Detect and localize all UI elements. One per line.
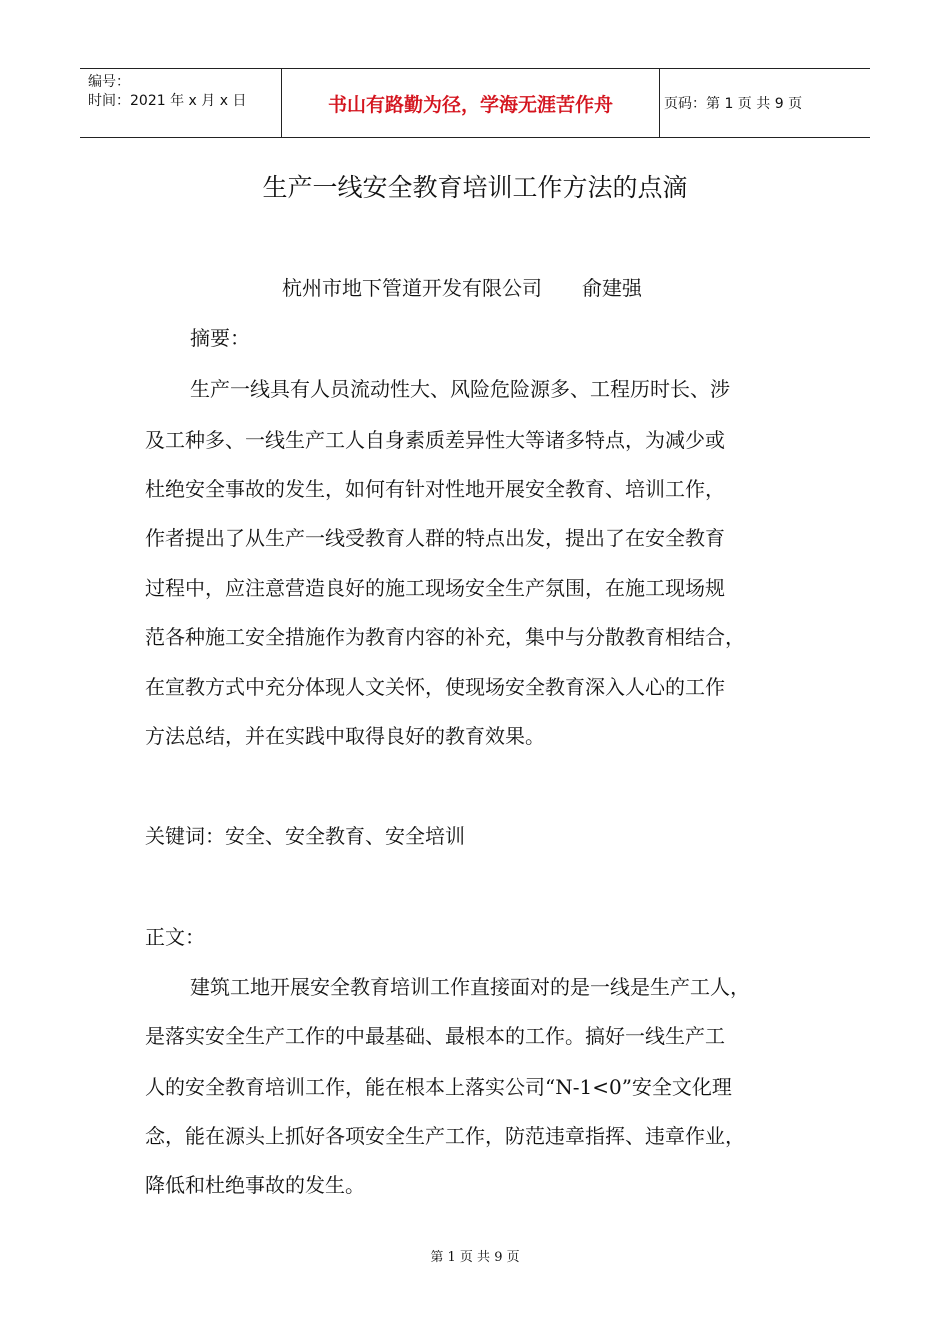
time-label: 时间：2021 年 x 月 x 日 [88, 93, 247, 109]
page-label: 页码：第 1 页 共 9 页 [664, 96, 803, 112]
keywords: 关键词：安全、安全教育、安全培训 [145, 824, 465, 848]
motto: 书山有路勤为径，学海无涯苦作舟 [281, 69, 660, 137]
abstract-line: 生产一线具有人员流动性大、风险危险源多、工程历时长、涉 [190, 377, 730, 401]
abstract-label: 摘要： [190, 326, 250, 350]
body-line: 人的安全教育培训工作，能在根本上落实公司“N-1<0”安全文化理 [145, 1075, 732, 1099]
abstract-line: 过程中，应注意营造良好的施工现场安全生产氛围，在施工现场规 [145, 576, 725, 600]
abstract-line: 作者提出了从生产一线受教育人群的特点出发，提出了在安全教育 [145, 526, 725, 550]
abstract-line: 及工种多、一线生产工人自身素质差异性大等诸多特点，为减少或 [145, 428, 725, 452]
abstract-line: 杜绝安全事故的发生，如何有针对性地开展安全教育、培训工作， [145, 477, 725, 501]
header-left-cell [80, 69, 281, 137]
abstract-line: 范各种施工安全措施作为教育内容的补充，集中与分散教育相结合， [145, 625, 745, 649]
abstract-line: 在宣教方式中充分体现人文关怀，使现场安全教育深入人心的工作 [145, 675, 725, 699]
body-line: 念，能在源头上抓好各项安全生产工作，防范违章指挥、违章作业， [145, 1124, 745, 1148]
body-label: 正文： [145, 925, 205, 949]
header-table [80, 68, 870, 138]
body-line: 建筑工地开展安全教育培训工作直接面对的是一线是生产工人， [190, 975, 750, 999]
number-label: 编号： [88, 74, 130, 90]
author-line: 杭州市地下管道开发有限公司 俞建强 [282, 276, 642, 300]
abstract-line: 方法总结，并在实践中取得良好的教育效果。 [145, 724, 545, 748]
body-line: 降低和杜绝事故的发生。 [145, 1173, 365, 1197]
page-footer: 第 1 页 共 9 页 [430, 1250, 520, 1265]
body-line: 是落实安全生产工作的中最基础、最根本的工作。搞好一线生产工 [145, 1024, 725, 1048]
page-title: 生产一线安全教育培训工作方法的点滴 [262, 173, 688, 202]
